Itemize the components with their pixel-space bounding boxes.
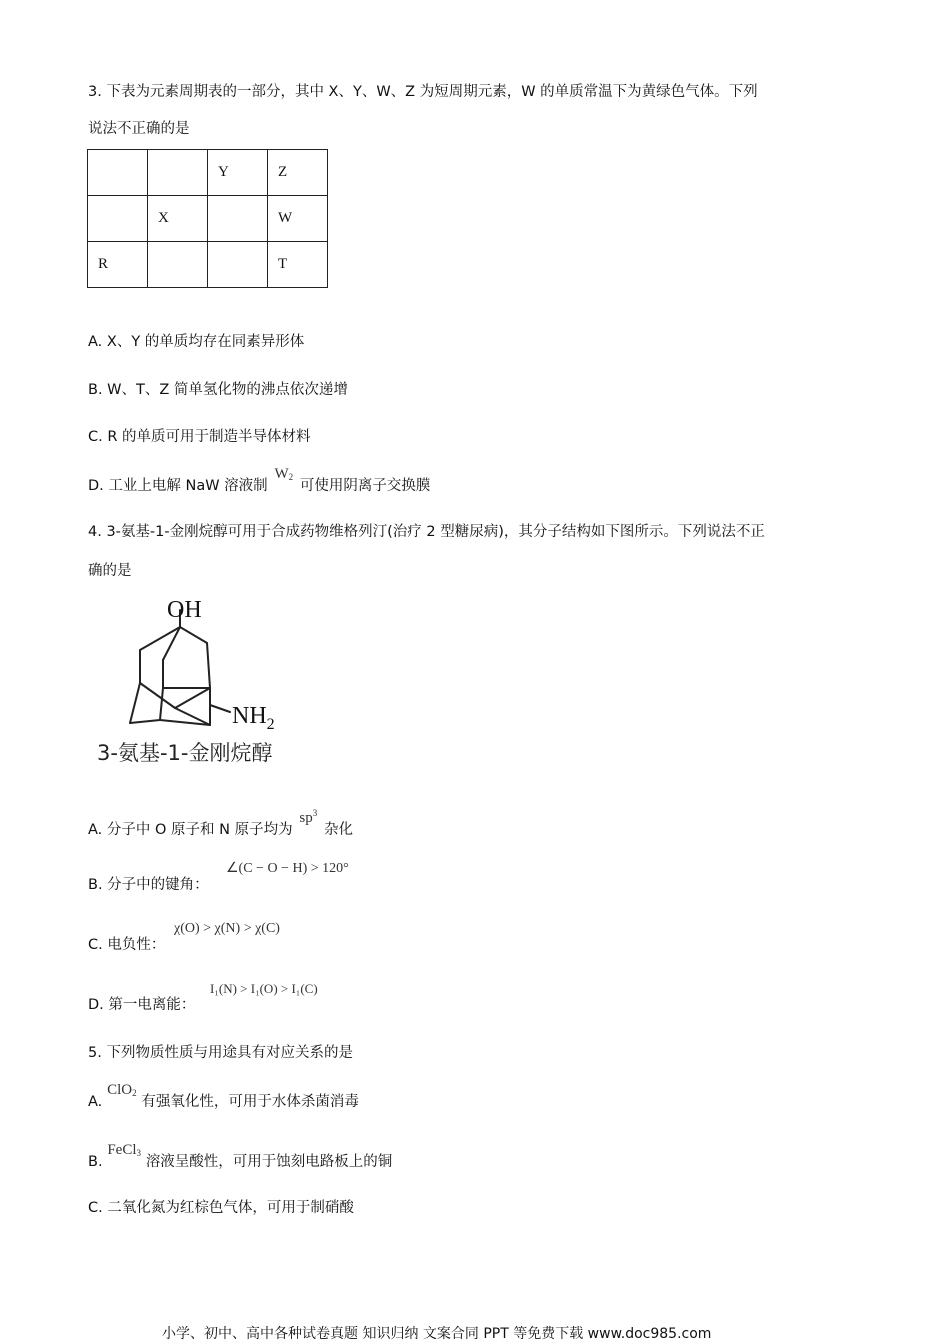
q3-option-d-prefix: D. 工业上电解 NaW 溶液制 [88, 478, 268, 494]
table-cell: Y [208, 150, 268, 196]
q4-option-d-formula: I₁(N) > I₁(O) > I₁(C) [210, 981, 318, 996]
q3-option-b: B. W、T、Z 简单氢化物的沸点依次递增 [88, 382, 348, 398]
table-row [88, 196, 328, 242]
q3-option-d [88, 466, 431, 499]
table-cell: R [88, 242, 148, 288]
q4-option-c-formula: χ(O) > χ(N) > χ(C) [174, 921, 280, 936]
formula-symbol: W [274, 466, 289, 482]
table-cell: X [148, 196, 208, 242]
table-cell: Z [268, 150, 328, 196]
q5-stem: 5. 下列物质性质与用途具有对应关系的是 [88, 1045, 353, 1061]
amino-label [232, 703, 275, 733]
formula-superscript: 3 [312, 808, 318, 818]
formula-symbol: ClO [107, 1082, 133, 1098]
amino-label-subscript: 2 [266, 716, 275, 733]
q5-option-a-text: 有强氧化性，可用于水体杀菌消毒 [141, 1094, 359, 1110]
q5-option-a-formula [107, 1082, 137, 1098]
q4-option-a-suffix: 杂化 [323, 822, 353, 838]
table-cell [148, 242, 208, 288]
q4-option-a [88, 808, 353, 840]
q3-option-d-formula [274, 466, 293, 482]
q4-option-a-prefix: A. 分子中 O 原子和 N 原子均为 [88, 822, 293, 838]
q5-option-c: C. 二氧化氮为红棕色气体，可用于制硝酸 [88, 1200, 354, 1216]
table-cell [88, 196, 148, 242]
formula-symbol: FeCl [107, 1142, 137, 1158]
q3-stem-line2: 说法不正确的是 [88, 121, 190, 137]
q5-option-a [88, 1082, 359, 1115]
table-cell [208, 242, 268, 288]
q4-option-b: B. 分子中的键角： [88, 877, 209, 893]
q4-option-d: D. 第一电离能： [88, 997, 196, 1013]
periodic-table-fragment [87, 149, 328, 288]
q3-option-a: A. X、Y 的单质均存在同素异形体 [88, 334, 305, 350]
page-footer: 小学、初中、高中各种试卷真题 知识归纳 文案合同 PPT 等免费下载 www.doc985.com [162, 1326, 712, 1342]
formula-subscript: 2 [132, 1088, 137, 1098]
table-row [88, 242, 328, 288]
formula-symbol: sp [299, 810, 313, 826]
table-cell [148, 150, 208, 196]
q5-option-a-label: A. [88, 1094, 103, 1110]
q4-stem-line1: 4. 3-氨基-1-金刚烷醇可用于合成药物维格列汀(治疗 2 型糖尿病)，其分子结构如下图所示。下列说法不正 [88, 524, 765, 540]
table-row [88, 150, 328, 196]
q3-option-d-suffix: 可使用阴离子交换膜 [299, 478, 431, 494]
formula-subscript: 3 [136, 1148, 142, 1158]
formula-subscript: 2 [288, 472, 294, 482]
table-cell [208, 196, 268, 242]
skeleton-bonds [130, 610, 230, 725]
q5-option-b [88, 1142, 393, 1175]
q3-stem-line1: 3. 下表为元素周期表的一部分，其中 X、Y、W、Z 为短周期元素，W 的单质常温下为黄绿色气体。下列 [88, 84, 758, 100]
amino-label-main: NH [232, 703, 267, 729]
table-cell: T [268, 242, 328, 288]
q4-option-a-formula [299, 810, 317, 826]
hydroxyl-label: OH [167, 597, 202, 623]
q4-option-c: C. 电负性： [88, 937, 166, 953]
table-cell: W [268, 196, 328, 242]
molecule-caption: 3-氨基-1-金刚烷醇 [97, 741, 273, 765]
adamantane-structure [95, 595, 315, 775]
q3-option-c: C. R 的单质可用于制造半导体材料 [88, 429, 311, 445]
q4-stem-line2: 确的是 [88, 563, 132, 579]
q4-option-b-formula: ∠(C − O − H) > 120° [226, 861, 349, 876]
table-cell [88, 150, 148, 196]
q5-option-b-formula [107, 1142, 141, 1158]
q5-option-b-label: B. [88, 1154, 103, 1170]
bond-c-nh2 [210, 705, 230, 712]
q5-option-b-text: 溶液呈酸性，可用于蚀刻电路板上的铜 [145, 1154, 393, 1170]
